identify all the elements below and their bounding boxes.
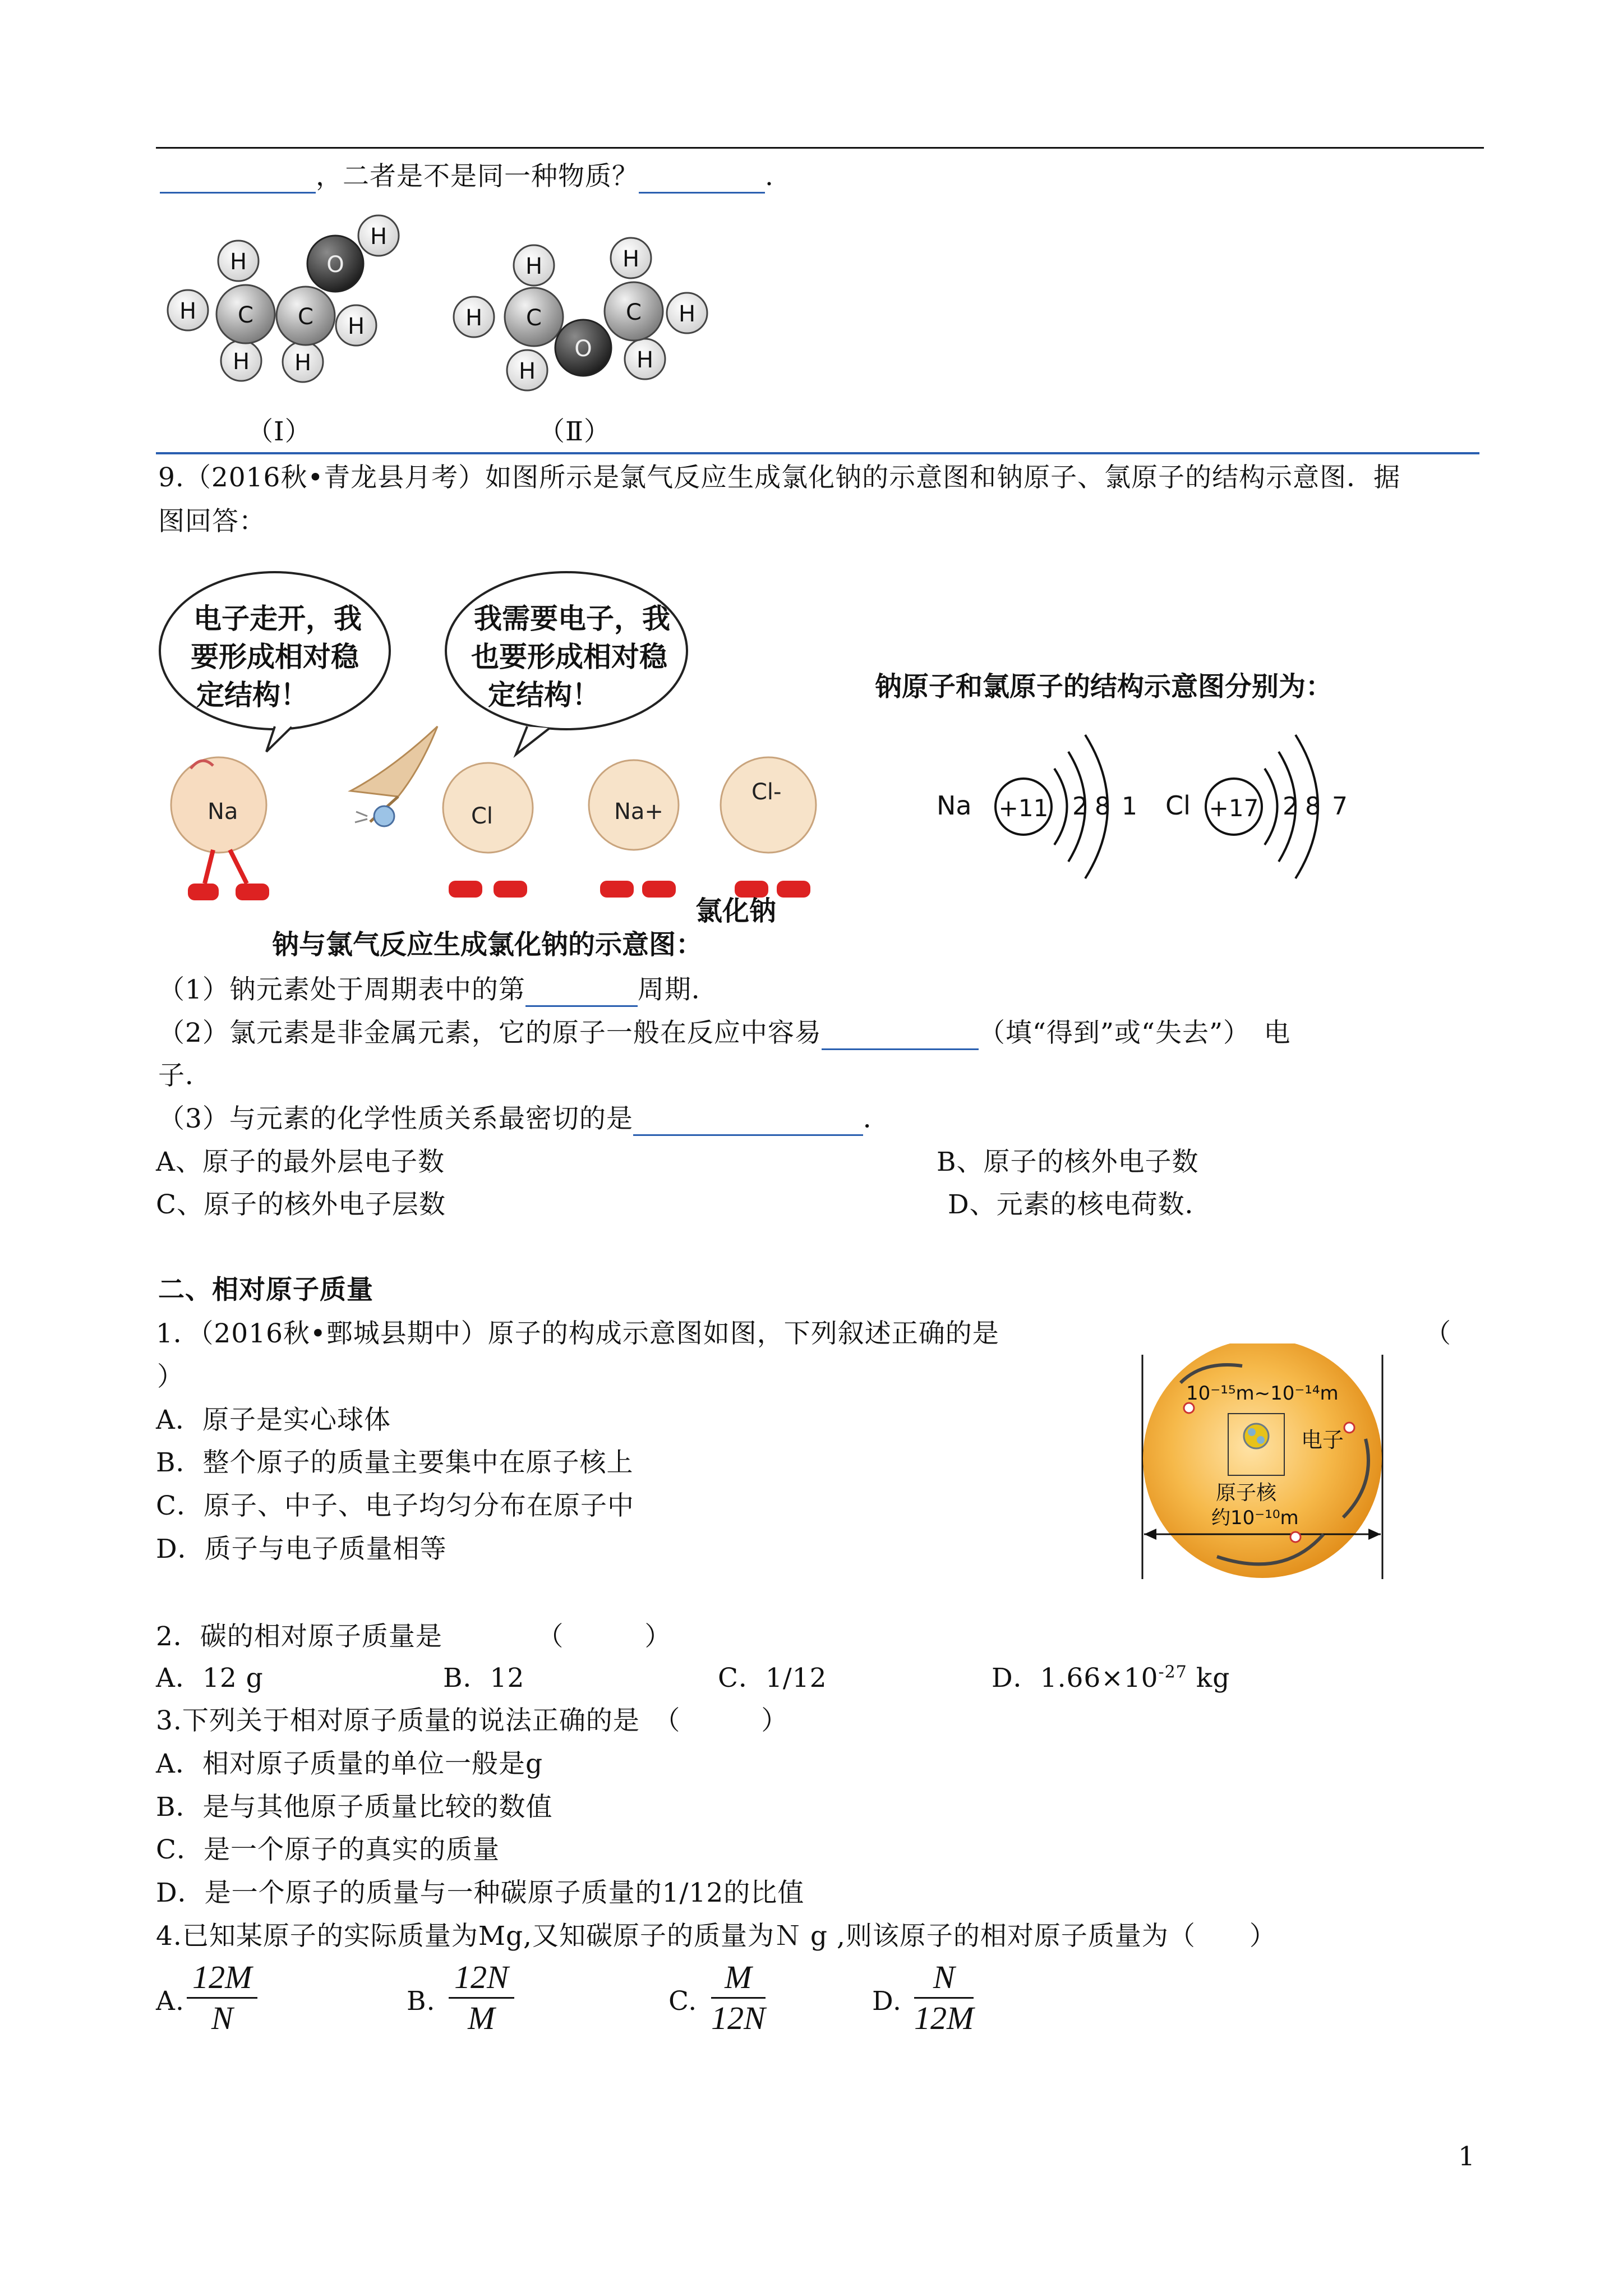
svg-text:也要形成相对稳: 也要形成相对稳 [471,641,667,673]
answer-blank[interactable] [525,981,638,1007]
q9-option-a[interactable]: A、原子的最外层电子数 [156,1147,445,1177]
speech-bubble-1 [160,572,390,752]
sodium-chlorine-cartoon [157,567,875,959]
header-rule [156,147,1484,149]
p2-option-d[interactable]: D．$1.66\times 10^{-27}$ kg [992,1662,1230,1694]
section-divider [156,452,1479,454]
chloride-ion-ball [721,757,816,898]
svg-text:定结构！: 定结构！ [488,679,600,711]
svg-text:O: O [326,252,344,278]
q9-sub1: （1）钠元素处于周期表中的第 周期． [158,973,718,1007]
p4-option-c-fraction[interactable]: $\frac{M}{12N}$ [711,1959,766,2036]
svg-text:Na+: Na+ [614,799,663,825]
answer-blank[interactable] [633,1110,863,1136]
svg-text:电子走开，我: 电子走开，我 [193,602,362,635]
svg-text:8: 8 [1305,792,1321,821]
p4-option-b-label[interactable]: B. [407,1986,436,2017]
svg-text:C: C [526,305,542,331]
svg-text:H: H [465,305,483,331]
p2-option-c[interactable]: C．1/12 [718,1663,827,1694]
q9-sub2: （2）氯元素是非金属元素，它的原子一般在反应中容易 （填“得到”或“失去”） 电 [158,1016,1291,1050]
p4-stem: 4.已知某原子的实际质量为Mg,又知碳原子的质量为Ｎ g ,则该原子的相对原子质量为（ ） [156,1921,1276,1952]
p4-option-d-fraction[interactable]: $\frac{N}{12M}$ [914,1959,974,2036]
answer-blank[interactable] [160,167,316,194]
page-number: 1 [1458,2141,1476,2172]
q9-stem-line1: 9.（2016秋•青龙县月考）如图所示是氯气反应生成氯化钠的示意图和钠原子、氯原子的结构示意图．据 [158,462,1401,493]
q9-option-c[interactable]: C、原子的核外电子层数 [156,1189,446,1220]
p2-stem: 2．碳的相对原子质量是 （ ） [156,1621,672,1652]
sodium-structure [937,735,1137,878]
figure-caption: 钠与氯气反应生成氯化钠的示意图： [272,929,703,959]
svg-text:C: C [298,304,313,330]
svg-text:Na: Na [208,799,238,825]
p4-option-c-label[interactable]: C. [668,1986,698,2017]
svg-text:1: 1 [1122,792,1137,821]
svg-text:C: C [626,300,642,325]
q9-option-b[interactable]: B、原子的核外电子数 [937,1147,1199,1177]
q8-answer-line: ，二者是不是同一种物质？ . [160,160,774,194]
svg-text:C: C [238,302,253,328]
p2-option-a[interactable]: A．12 g [156,1663,264,1694]
svg-text:H: H [518,358,536,384]
svg-text:我需要电子，我: 我需要电子，我 [474,602,670,635]
molecule-2 [454,238,707,390]
p3-stem: 3.下列关于相对原子质量的说法正确的是 （ ） [156,1705,789,1736]
atomic-structure-diagrams [875,662,1368,898]
p4-option-a-label[interactable]: A. [156,1986,185,2017]
molecule-label-1: （Ⅰ） [247,416,312,447]
svg-text:定结构！: 定结构！ [196,679,308,711]
molecule-label-2: （Ⅱ） [538,416,611,447]
svg-text:H: H [232,349,250,375]
electron-dot [1290,1532,1301,1542]
svg-text:Cl: Cl [471,803,494,829]
sodium-ball [171,757,269,900]
svg-text:Cl-: Cl- [751,779,782,805]
svg-text:H: H [622,246,640,272]
p3-option-c[interactable]: C．是一个原子的真实的质量 [156,1834,500,1865]
electron-icon [355,806,394,826]
svg-text:O: O [574,336,592,362]
p1-paren-close: ） [157,1361,184,1392]
p3-option-a[interactable]: A．相对原子质量的单位一般是g [156,1749,543,1779]
atom-structure-figure [1127,1343,1396,1585]
q9-option-d[interactable]: D、元素的核电荷数． [948,1189,1212,1220]
svg-text:+17: +17 [1209,794,1259,822]
svg-text:H: H [370,224,388,250]
svg-text:H: H [294,350,312,376]
svg-text:H: H [229,249,247,275]
p3-option-d[interactable]: D．是一个原子的质量与一种碳原子质量的1/12的比值 [156,1878,805,1908]
sodium-ion-ball [589,760,679,898]
svg-text:Cl: Cl [1165,790,1191,821]
p1-option-b[interactable]: B．整个原子的质量主要集中在原子核上 [156,1447,634,1478]
svg-text:H: H [347,314,365,339]
svg-text:7: 7 [1332,792,1348,821]
svg-text:10⁻¹⁵m~10⁻¹⁴m: 10⁻¹⁵m~10⁻¹⁴m [1186,1382,1339,1405]
svg-text:电子: 电子 [1301,1428,1344,1452]
svg-text:8: 8 [1095,792,1110,821]
p3-option-b[interactable]: B．是与其他原子质量比较的数值 [156,1792,553,1823]
p1-option-d[interactable]: D．质子与电子质量相等 [156,1534,447,1565]
svg-text:原子核: 原子核 [1216,1481,1277,1504]
electron-dot [1344,1423,1354,1433]
net-icon [351,726,437,822]
nacl-label: 氯化钠 [695,895,777,927]
molecule-1 [168,215,399,382]
p4-option-a-fraction[interactable]: $\frac{12M}{N}$ [187,1958,257,2038]
svg-text:2: 2 [1283,792,1298,821]
nucleus-icon [1244,1424,1269,1448]
svg-text:2: 2 [1072,792,1088,821]
p1-paren-open: （ [1424,1318,1451,1349]
svg-text:H: H [525,254,543,279]
svg-text:+11: +11 [998,794,1049,822]
p4-option-d-label[interactable]: D. [872,1986,902,2017]
svg-text:H: H [678,301,696,327]
p4-option-b-fraction[interactable]: $\frac{12N}{M}$ [449,1958,514,2038]
p1-stem: 1．（2016秋•鄄城县期中）原子的构成示意图如图，下列叙述正确的是 [156,1318,999,1349]
chlorine-structure [1165,735,1348,878]
svg-text:要形成相对稳: 要形成相对稳 [191,641,359,673]
answer-blank[interactable] [639,167,765,194]
p2-option-b[interactable]: B．12 [443,1663,525,1694]
q9-stem-line2: 图回答： [158,506,266,537]
speech-bubble-2 [446,572,687,754]
q8-question-text: ，二者是不是同一种物质？ [316,161,639,192]
svg-text:Na: Na [937,790,972,821]
p1-option-c[interactable]: C．原子、中子、电子均匀分布在原子中 [156,1490,634,1521]
ethanol-ether-molecule-figure [157,208,729,449]
p1-option-a[interactable]: A．原子是实心球体 [156,1405,391,1435]
structure-title: 钠原子和氯原子的结构示意图分别为： [875,671,1333,702]
q9-sub3: （3）与元素的化学性质关系最密切的是 ． [158,1102,890,1136]
svg-text:约10⁻¹⁰m: 约10⁻¹⁰m [1211,1507,1299,1529]
svg-text:H: H [179,298,197,324]
answer-blank[interactable] [822,1024,979,1050]
svg-text:H: H [636,347,654,373]
chlorine-ball [443,763,533,898]
section-title: 二、相对原子质量 [158,1274,374,1305]
q9-sub2-continued: 子． [158,1060,212,1091]
